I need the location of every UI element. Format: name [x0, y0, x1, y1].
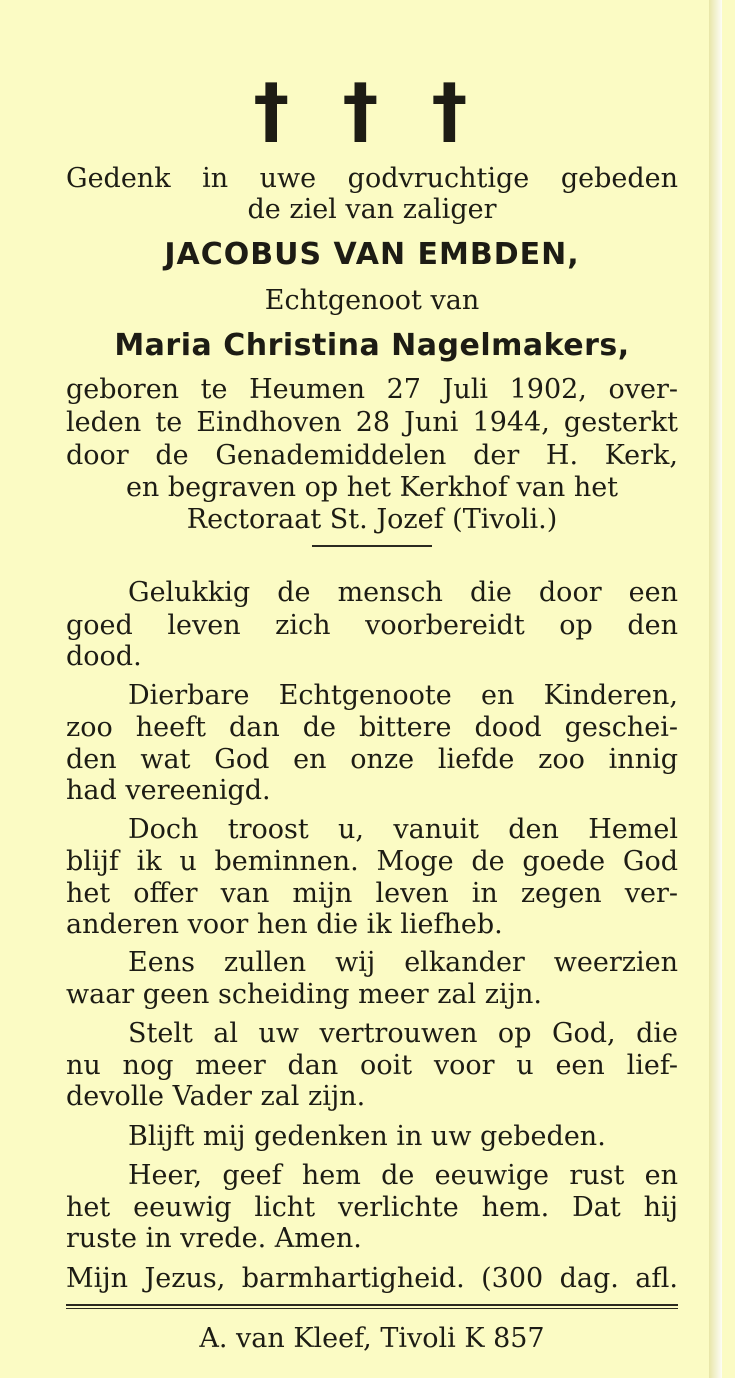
relation-text: Echtgenoot van: [264, 285, 480, 316]
verse-line: dood.: [66, 641, 142, 672]
verse-line: ruste in vrede. Amen.: [66, 1223, 362, 1254]
header-line-2: de ziel van zaliger: [247, 194, 497, 225]
header-line-1: Gedenk in uwe godvruchtige gebeden: [66, 163, 678, 194]
verse-line: anderen voor hen die ik liefheb.: [66, 909, 503, 940]
verse-line: waar geen scheiding meer zal zijn.: [66, 979, 542, 1010]
footer-divider-thin: [66, 1308, 678, 1309]
verse-line: devolle Vader zal zijn.: [66, 1081, 366, 1112]
bio-line: Rectoraat St. Jozef (Tivoli.): [186, 504, 558, 535]
card-edge: [709, 0, 722, 1378]
verse-line: het eeuwig licht verlichte hem. Dat hij: [66, 1192, 678, 1223]
printer-credit: A. van Kleef, Tivoli K 857: [199, 1323, 545, 1354]
verse-line: had vereenigd.: [66, 775, 271, 806]
verse-line: den wat God en onze liefde zoo innig: [66, 744, 678, 775]
verse-line: nu nog meer dan ooit voor u een lief-: [66, 1050, 678, 1081]
verse-line: Gelukkig de mensch die door een: [128, 577, 678, 608]
bio-line: geboren te Heumen 27 Juli 1902, over-: [66, 374, 678, 405]
verse-line: goed leven zich voorbereidt op den: [66, 610, 678, 641]
crosses-header: † † †: [253, 68, 482, 152]
verse-line: Blijft mij gedenken in uw gebeden.: [128, 1121, 606, 1152]
verse-line: Eens zullen wij elkander weerzien: [128, 947, 678, 978]
deceased-name: JACOBUS VAN EMBDEN,: [164, 237, 580, 272]
divider: [312, 545, 432, 547]
verse-line: Dierbare Echtgenoote en Kinderen,: [128, 680, 678, 711]
footer-divider: [66, 1304, 678, 1306]
indulgence-line: Mijn Jezus, barmhartigheid. (300 dag. afl.: [66, 1263, 678, 1294]
verse-line: Doch troost u, vanuit den Hemel: [128, 814, 678, 845]
spouse-name: Maria Christina Nagelmakers,: [114, 328, 630, 363]
bio-line: en begraven op het Kerkhof van het: [125, 472, 619, 503]
verse-line: Stelt al uw vertrouwen op God, die: [128, 1018, 678, 1049]
verse-line: blijf ik u beminnen. Moge de goede God: [66, 846, 678, 877]
verse-line: Heer, geef hem de eeuwige rust en: [128, 1160, 678, 1191]
bio-line: door de Genademiddelen der H. Kerk,: [66, 440, 678, 471]
verse-line: het offer van mijn leven in zegen ver-: [66, 878, 678, 909]
bio-line: leden te Eindhoven 28 Juni 1944, gesterkt: [66, 407, 678, 438]
verse-line: zoo heeft dan de bittere dood geschei-: [66, 712, 678, 743]
